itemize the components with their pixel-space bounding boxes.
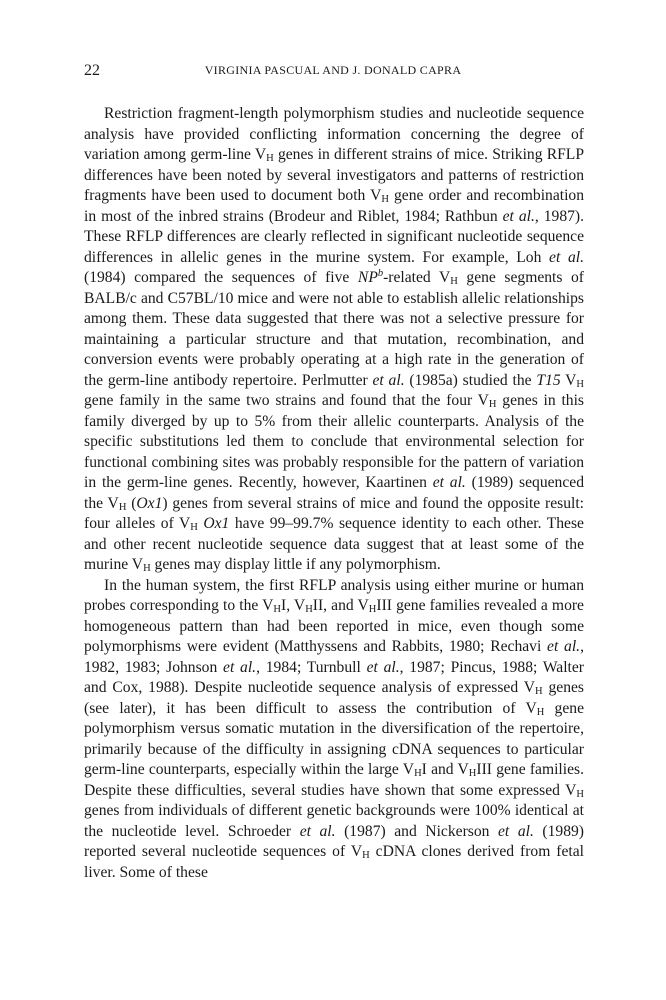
body-text — [84, 104, 584, 883]
page-header — [84, 62, 582, 84]
running-head: VIRGINIA PASCUAL AND J. DONALD CAPRA — [204, 63, 462, 77]
paragraph-1: Restriction fragment-length polymorphism studies and nucleotide sequence analysis have provided conflicting information concerning the degree of variation among germ-line $V_H$ genes in different strains of mice. Striking RFLP differences have been noted by several investigators and patterns of restriction fragments have been used to document both $V_H$ gene order and recombination in most of the inbred strains (Brodeur and Riblet, 1984; Rathbun et al., 1987). These RFLP differences are clearly reflected in significant nucleotide sequence differences in allelic genes in the murine system. For example, Loh et al. (1984) compared the sequences of five $NP^b$-related $V_H$ gene segments of BALB/c and C57BL/10 mice and were not able to establish allelic relationships among them. These data suggested that there was not a selective pressure for maintaining a particular structure and that mutation, recombination, and conversion events were probably operating at a high rate in the generation of the germ-line antibody repertoire. Perlmutter et al. (1985a) studied the T15 $V_H$ gene family in the same two strains and found that the four $V_H$ genes in this family diverged by up to 5% from their allelic counterparts. Analysis of the specific substitutions led them to conclude that environmental selection for functional combining sites was probably responsible for the pattern of variation in the germ-line genes. Recently, however, Kaartinen et al. (1989) sequenced the $V_H$ (Ox1) genes from several strains of mice and found the opposite result: four alleles of $V_H$ Ox1 have 99–99.7% sequence identity to each other. These and other recent nucleotide sequence data suggest that at least some of the murine $V_H$ genes may display little if any polymorphism. — [84, 105, 585, 574]
paragraph-2: In the human system, the first RFLP analysis using either murine or human probes corresponding to the $V_HI$, $V_HII$, and $V_HIII$ gene families revealed a more homogeneous pattern than had been reported in mice, even though some polymorphisms were evident (Matthyssens and Rabbits, 1980; Rechavi et al., 1982, 1983; Johnson et al., 1984; Turnbull et al., 1987; Pincus, 1988; Walter and Cox, 1988). Despite nucleotide sequence analysis of expressed $V_H$ genes (see later), it has been difficult to assess the contribution of $V_H$ gene polymorphism versus somatic mutation in the diversification of the repertoire, primarily because of the difficulty in assigning cDNA sequences to particular germ-line counterparts, especially within the large $V_HI$ and $V_HIII$ gene families. Despite these difficulties, several studies have shown that some expressed $V_H$ genes from individuals of different genetic backgrounds were 100% identical at the nucleotide level. Schroeder et al. (1987) and Nickerson et al. (1989) reported several nucleotide sequences of $V_H$ cDNA clones derived from fetal liver. Some of these — [84, 576, 585, 881]
page-number: 22 — [84, 62, 100, 79]
